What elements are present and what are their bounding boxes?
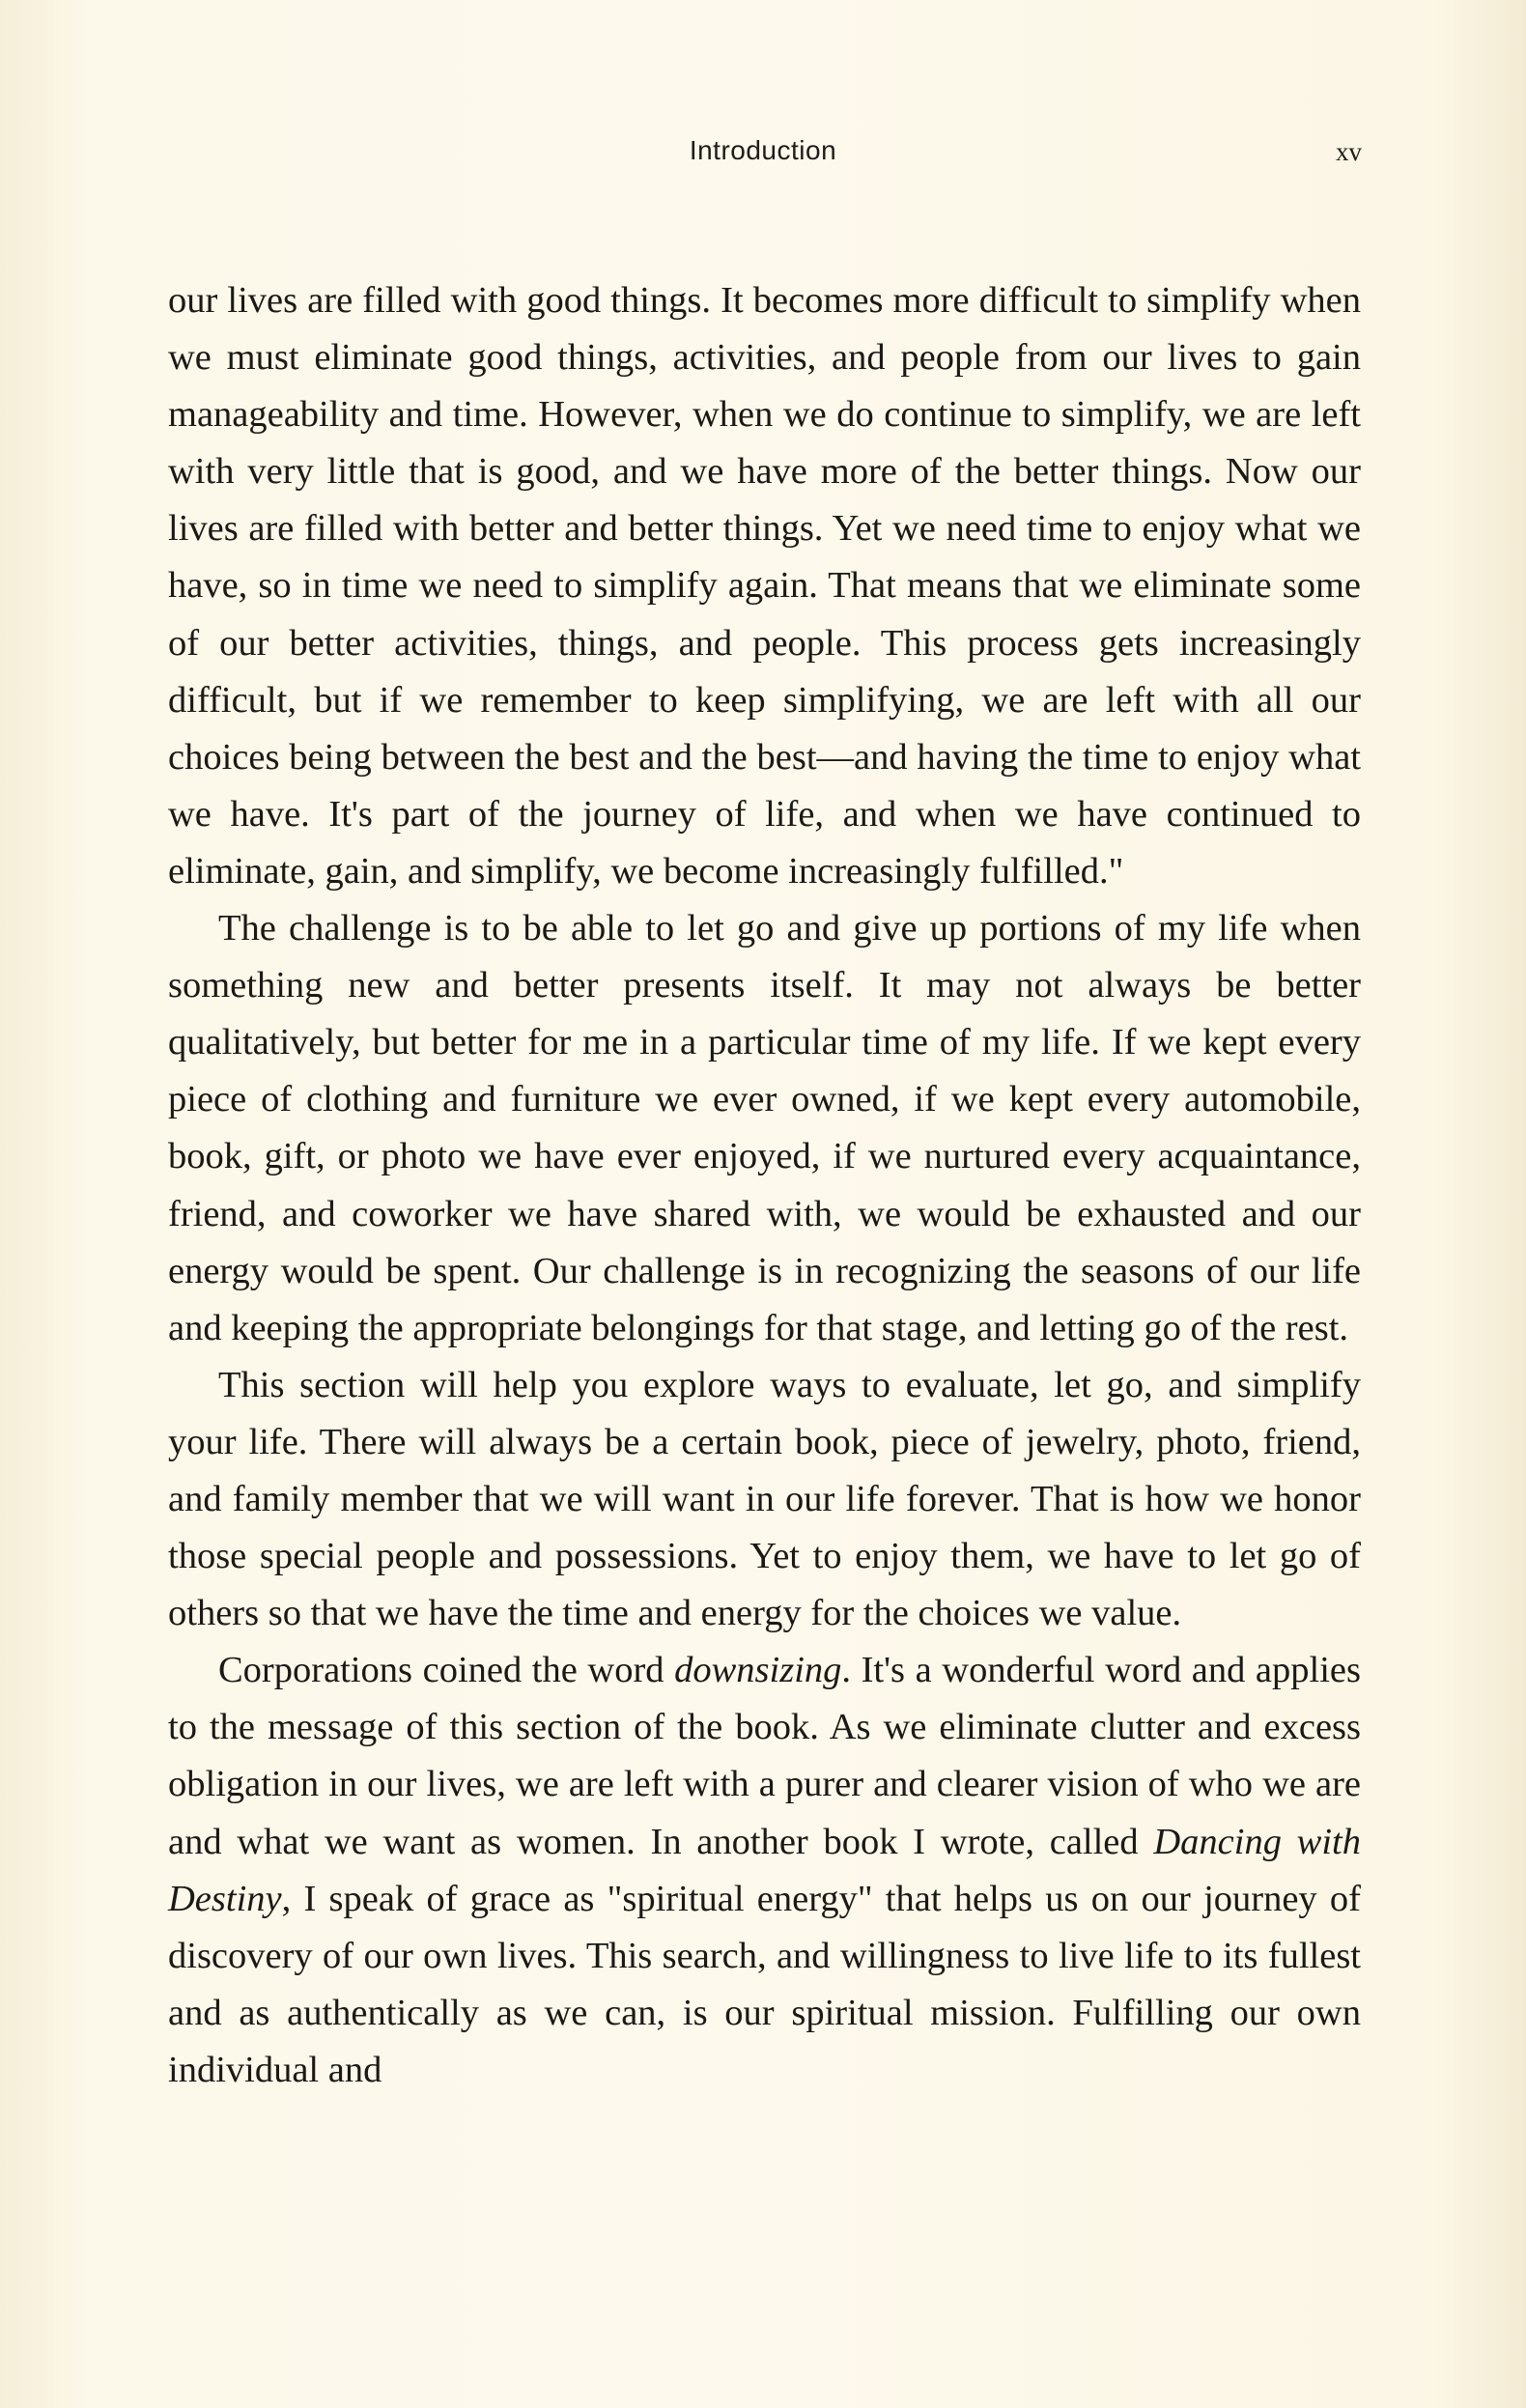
paragraph-1: our lives are filled with good things. It becomes more difficult to simplify when we must eliminate good things, activities, and people from our lives to gain manageability and time. However, when we do continue to simplify, we are left with very little that is good, and we have more of the better things. Now our lives are filled with better and better things. Yet we need time to enjoy what we have, so in time we need to simplify again. That means that we eliminate some of our better activities, things, and people. This process gets increasingly difficult, but if we remember to keep simplifying, we are left with all our choices being between the best and the best—and having the time to enjoy what we have. It's part of the journey of life, and when we have continued to eliminate, gain, and simplify, we become increasingly fulfilled." [168, 280, 1361, 892]
running-head [0, 135, 1526, 174]
book-title-dancing-with-destiny: Dancing with Destiny [168, 1821, 1361, 1919]
page-number: xv [1336, 137, 1362, 166]
paragraph-3: This section will help you explore ways to evaluate, let go, and simplify your life. There will always be a certain book, piece of jewelry, photo, friend, and family member that we will want in our life forever. That is how we honor those special people and possessions. Yet to enjoy them, we have to let go of others so that we have the time and energy for the choices we value. [168, 1364, 1361, 1634]
italic-term-downsizing: downsizing [674, 1650, 842, 1691]
body-text [168, 272, 1361, 2099]
paragraph-2: The challenge is to be able to let go and give up portions of my life when something new and better presents itself. It may not always be better qualitatively, but better for me in a particular time of my life. If we kept every piece of clothing and furniture we ever owned, if we kept every automobile, book, gift, or photo we have ever enjoyed, if we nurtured every acquaintance, friend, and coworker we have shared with, we would be exhausted and our energy would be spent. Our challenge is in recognizing the seasons of our life and keeping the appropriate belongings for that stage, and letting go of the rest. [168, 908, 1361, 1348]
paragraph-4-part-c: , I speak of grace as "spiritual energy" that helps us on our journey of discovery of our own lives. This search, and willingness to live life to its fullest and as authentically as we can, is our spiritual mission. Fulfilling our own individual and [168, 1878, 1361, 2090]
running-title: Introduction [689, 135, 837, 165]
paragraph-4 [168, 1642, 1361, 2099]
paragraph-4-part-a: Corporations coined the word [218, 1650, 675, 1691]
paragraph-4-part-b: . It's a wonderful word and applies to the message of this section of the book. As we eliminate clutter and excess obligation in our lives, we are left with a purer and clearer vision of who we are and what we want as women. In another book I wrote, called [168, 1650, 1361, 1862]
